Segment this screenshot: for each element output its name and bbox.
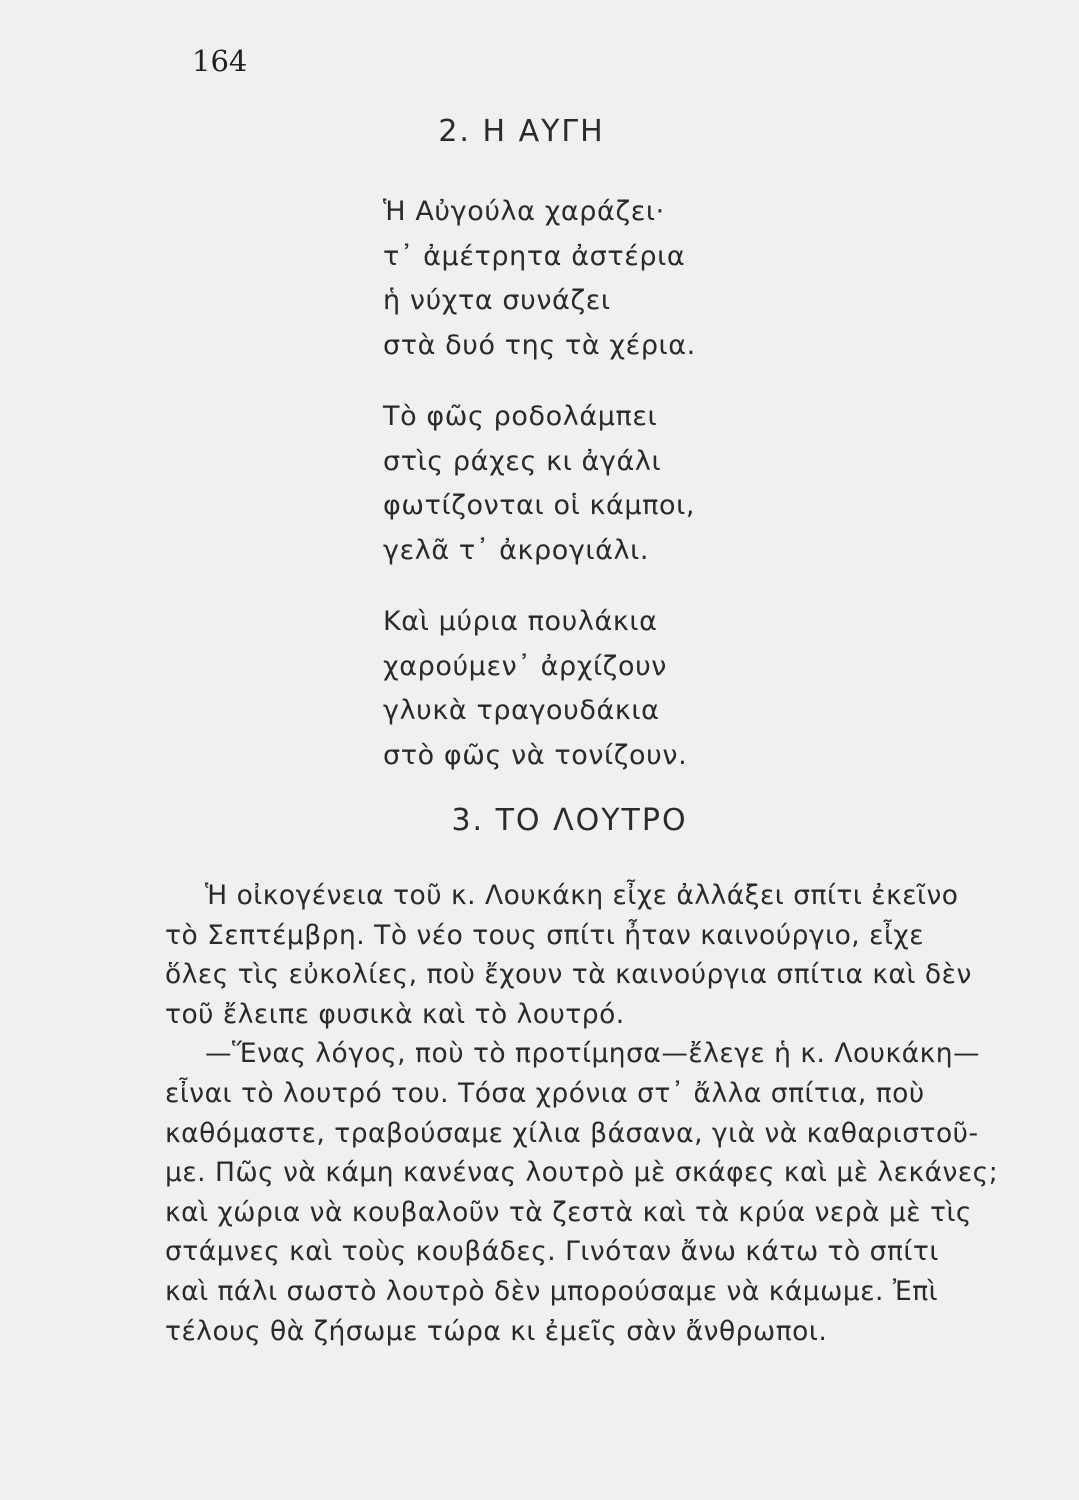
poem-line: στὸ φῶς νὰ τονίζουν. <box>383 739 688 771</box>
prose-body <box>165 876 1040 1351</box>
prose-line: καὶ χώρια νὰ κουβαλοῦν τὰ ζεστὰ καὶ τὰ κρύα νερὰ μὲ τὶς <box>165 1196 972 1228</box>
poem-line: Ἡ Αὐγούλα χαράζει· <box>383 196 665 227</box>
poem-line: Τὸ φῶς ροδολάμπει <box>383 401 658 432</box>
poem <box>383 190 903 805</box>
prose-line: Ἡ οἰκογένεια τοῦ κ. Λουκάκη εἶχε ἀλλάξει σπίτι ἐκεῖνο <box>205 880 959 911</box>
poem-stanza <box>383 190 903 368</box>
poem-line: στὶς ράχες κι ἀγάλι <box>383 445 662 477</box>
prose-line: στάμνες καὶ τοὺς κουβάδες. Γινόταν ἄνω κάτω τὸ σπίτι <box>165 1236 939 1268</box>
prose-line: ὅλες τὶς εὐκολίες, ποὺ ἔχουν τὰ καινούργια σπίτια καὶ δὲν <box>165 959 972 991</box>
prose-line: καὶ πάλι σωστὸ λουτρὸ δὲν μπορούσαμε νὰ κάμωμε. Ἐπὶ <box>165 1275 939 1307</box>
poem-line: φωτίζονται οἱ κάμποι, <box>383 490 696 521</box>
page-number: 164 <box>192 44 248 78</box>
poem-stanza <box>383 395 903 573</box>
prose-line: τοῦ ἔλειπε φυσικὰ καὶ τὸ λουτρό. <box>165 998 625 1030</box>
prose-title: 3. ΤΟ ΛΟΥΤΡΟ <box>451 803 688 838</box>
prose-line: με. Πῶς νὰ κάμη κανένας λουτρὸ μὲ σκάφες καὶ μὲ λεκάνες; <box>165 1157 999 1189</box>
poem-line: γλυκὰ τραγουδάκια <box>383 695 660 726</box>
poem-line: γελᾶ τ᾽ ἀκρογιάλι. <box>383 534 650 566</box>
poem-line: Καὶ μύρια πουλάκια <box>383 606 658 637</box>
prose-line: —Ἕνας λόγος, ποὺ τὸ προτίμησα—ἔλεγε ἡ κ. Λουκάκη— <box>205 1038 980 1070</box>
prose-line: εἶναι τὸ λουτρό του. Τόσα χρόνια στ᾽ ἄλλα σπίτια, ποὺ <box>165 1077 925 1109</box>
poem-line: στὰ δυό της τὰ χέρια. <box>383 329 696 361</box>
prose-line: τὸ Σεπτέμβρη. Τὸ νέο τους σπίτι ἦταν καινούργιο, εἶχε <box>165 919 925 951</box>
poem-line: ἡ νύχτα συνάζει <box>383 285 611 316</box>
poem-line: χαρούμεν᾽ ἀρχίζουν <box>383 650 667 682</box>
poem-line: τ᾽ ἀμέτρητα ἀστέρια <box>383 240 686 272</box>
poem-stanza <box>383 600 903 778</box>
prose-line: τέλους θὰ ζήσωμε τώρα κι ἐμεῖς σὰν ἄνθρωποι. <box>165 1315 828 1347</box>
prose-line: καθόμαστε, τραβούσαμε χίλια βάσανα, γιὰ νὰ καθαριστοῦ- <box>165 1117 979 1149</box>
poem-title: 2. Η ΑΥΓΗ <box>438 114 605 149</box>
